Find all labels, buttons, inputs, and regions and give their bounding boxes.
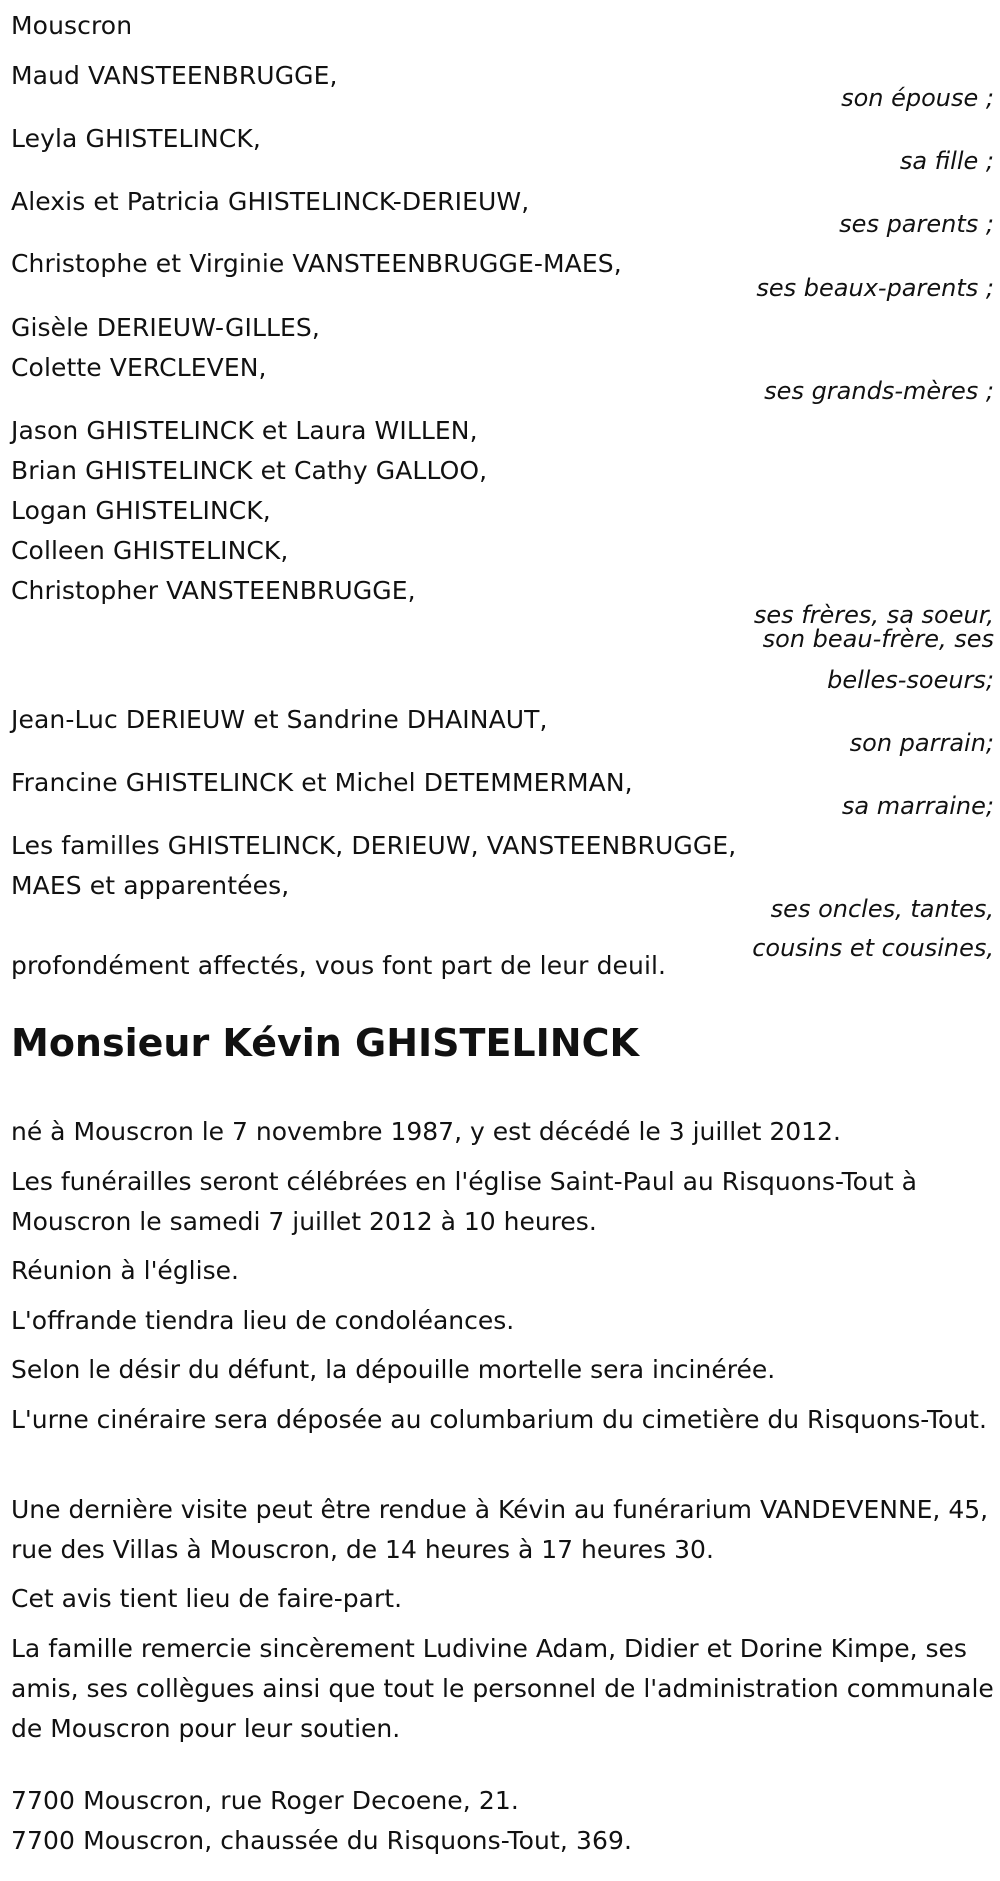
family-name: Les familles GHISTELINCK, DERIEUW, VANSTEENBRUGGE, [11, 831, 737, 860]
address-line: 7700 Mouscron, chaussée du Risquons-Tout, 369. [11, 1826, 633, 1855]
notice-paragraph: Cet avis tient lieu de faire-part. [11, 1584, 403, 1613]
urn-paragraph: L'urne cinéraire sera déposée au columbarium du cimetière du Risquons-Tout. [11, 1405, 987, 1434]
thanks-paragraph: La famille remercie sincèrement Ludivine Adam, Didier et Dorine Kimpe, ses amis, ses collègues ainsi que tout le personnel de l'administration communale de Mouscron pour leur soutien. [11, 1634, 994, 1743]
family-name: Jean-Luc DERIEUW et Sandrine DHAINAUT, [11, 705, 548, 734]
offering-paragraph: L'offrande tiendra lieu de condoléances. [11, 1306, 515, 1335]
family-relation: sa marraine; [841, 792, 994, 820]
family-name: Gisèle DERIEUW-GILLES, [11, 313, 320, 342]
birth-death-paragraph: né à Mouscron le 7 novembre 1987, y est décédé le 3 juillet 2012. [11, 1117, 841, 1146]
family-name: Christopher VANSTEENBRUGGE, [11, 576, 416, 605]
family-name: Colette VERCLEVEN, [11, 353, 267, 382]
family-relation: son épouse ; [841, 84, 994, 112]
deceased-name: Monsieur Kévin GHISTELINCK [11, 1021, 639, 1065]
city-heading: Mouscron [11, 11, 133, 40]
family-relation: ses frères, sa soeur, [753, 601, 994, 629]
address-line: 7700 Mouscron, rue Roger Decoene, 21. [11, 1786, 519, 1815]
family-name: Maud VANSTEENBRUGGE, [11, 61, 338, 90]
family-relation: ses beaux-parents ; [756, 274, 994, 302]
family-relation: sa fille ; [899, 147, 994, 175]
family-relation: ses parents ; [839, 210, 994, 238]
family-name: Jason GHISTELINCK et Laura WILLEN, [11, 416, 478, 445]
family-name: Colleen GHISTELINCK, [11, 536, 289, 565]
funeral-paragraph: Les funérailles seront célébrées en l'église Saint-Paul au Risquons-Tout à Mouscron le samedi 7 juillet 2012 à 10 heures. [11, 1167, 917, 1236]
family-relation: belles-soeurs; [827, 666, 994, 694]
family-name: Christophe et Virginie VANSTEENBRUGGE-MAES, [11, 249, 622, 278]
family-name: Francine GHISTELINCK et Michel DETEMMERMAN, [11, 768, 633, 797]
family-relation: cousins et cousines, [752, 934, 994, 962]
meeting-paragraph: Réunion à l'église. [11, 1256, 239, 1285]
family-name: Brian GHISTELINCK et Cathy GALLOO, [11, 456, 488, 485]
family-relation: ses oncles, tantes, [770, 895, 994, 923]
family-relation: son parrain; [849, 729, 994, 757]
family-relation: ses grands-mères ; [764, 377, 994, 405]
family-name: Alexis et Patricia GHISTELINCK-DERIEUW, [11, 187, 530, 216]
cremation-paragraph: Selon le désir du défunt, la dépouille mortelle sera incinérée. [11, 1355, 776, 1384]
family-name: Logan GHISTELINCK, [11, 496, 271, 525]
family-name: Leyla GHISTELINCK, [11, 124, 261, 153]
family-name: MAES et apparentées, [11, 871, 290, 900]
family-closing: profondément affectés, vous font part de leur deuil. [11, 951, 667, 980]
visit-paragraph: Une dernière visite peut être rendue à Kévin au funérarium VANDEVENNE, 45, rue des Villas à Mouscron, de 14 heures à 17 heures 30. [11, 1495, 989, 1564]
family-relation: son beau-frère, ses [762, 625, 994, 653]
